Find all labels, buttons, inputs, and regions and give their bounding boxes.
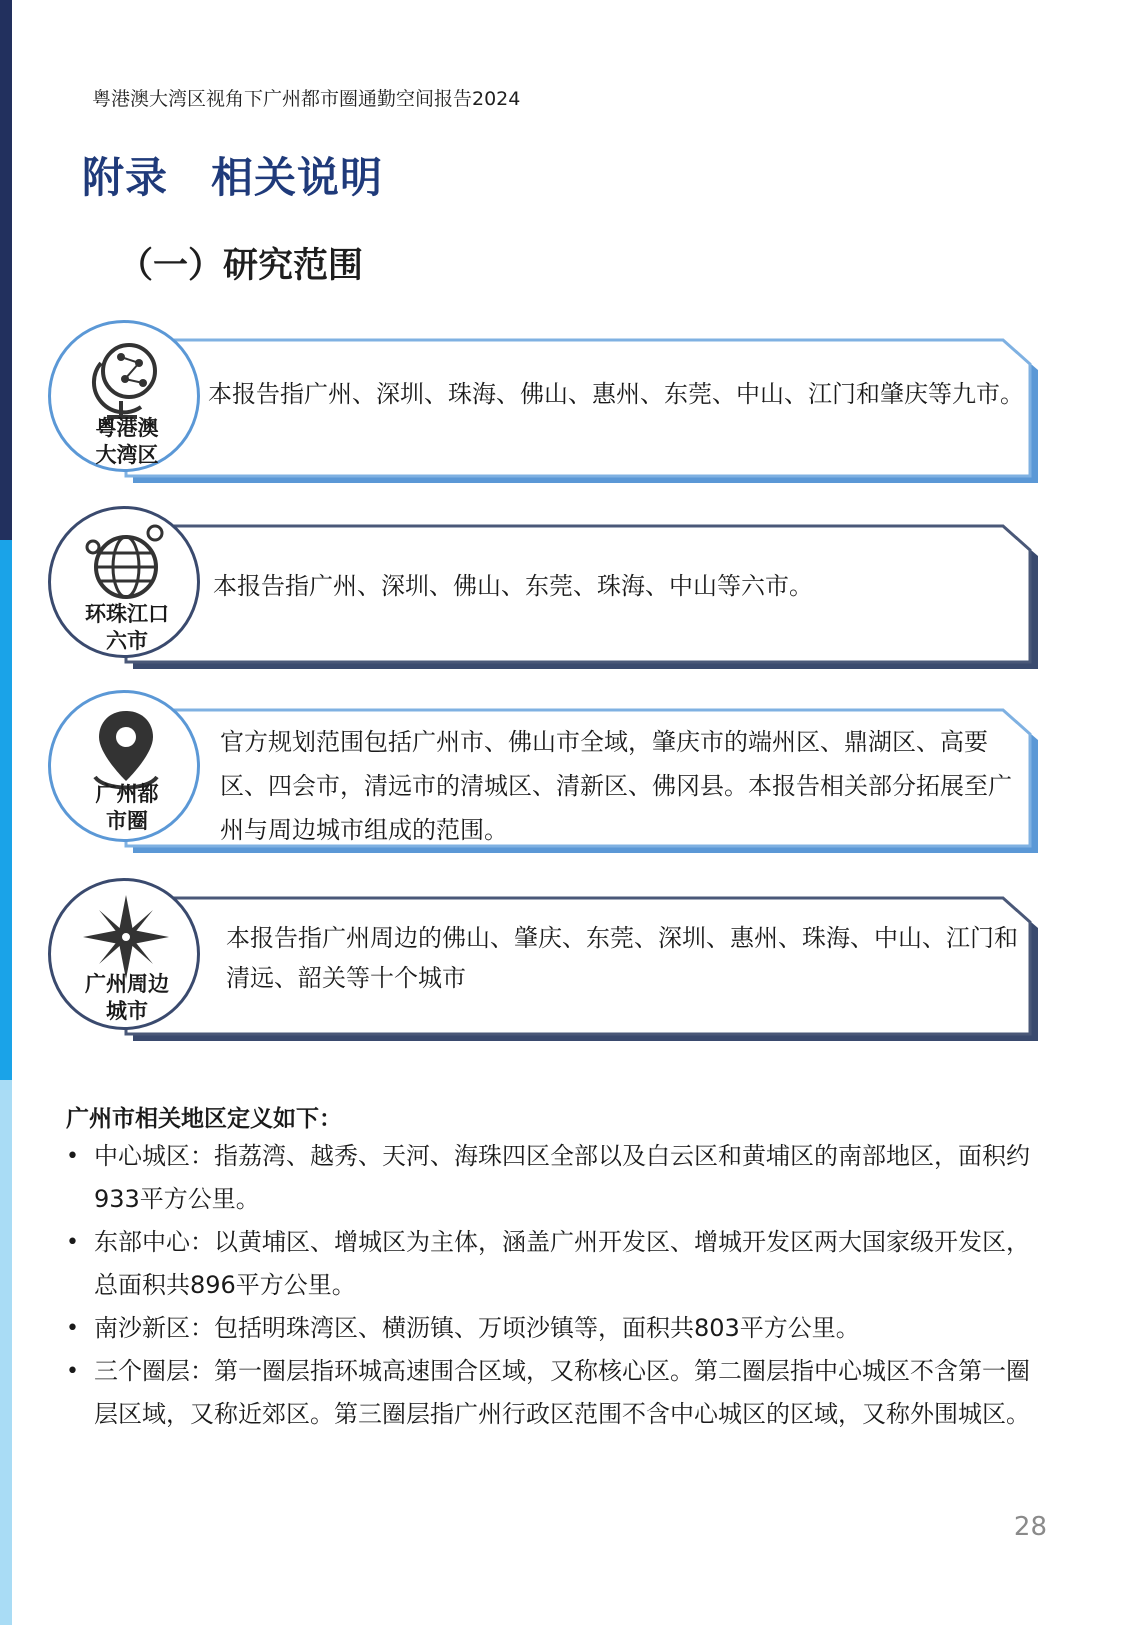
definitions-list bbox=[66, 1135, 1046, 1436]
list-item: • 东部中心：以黄埔区、增城区为主体，涵盖广州开发区、增城开发区两大国家级开发区，总面积共896平方公里。 bbox=[66, 1221, 1046, 1307]
badge-gba bbox=[48, 320, 200, 472]
badge-label: 广州都 市圈 bbox=[95, 782, 159, 833]
accent-bar-bottom bbox=[0, 1080, 12, 1625]
badge-surrounding bbox=[48, 878, 200, 1030]
scope-card-metro-area bbox=[48, 690, 1088, 860]
report-header: 粤港澳大湾区视角下广州都市圈通勤空间报告2024 bbox=[92, 88, 521, 110]
definitions-title: 广州市相关地区定义如下： bbox=[66, 1106, 342, 1132]
scope-description: 本报告指广州、深圳、佛山、东莞、珠海、中山等六市。 bbox=[213, 572, 813, 600]
badge-label: 广州周边 城市 bbox=[85, 972, 169, 1023]
badge-pearl-river bbox=[48, 506, 200, 658]
scope-card-gba bbox=[48, 320, 1088, 490]
accent-bar-middle bbox=[0, 540, 12, 1080]
badge-metro-area bbox=[48, 690, 200, 842]
page-number: 28 bbox=[1013, 1512, 1047, 1542]
accent-bar-top bbox=[0, 0, 12, 540]
globe-network-icon bbox=[81, 335, 171, 423]
scope-description: 本报告指广州周边的佛山、肇庆、东莞、深圳、惠州、珠海、中山、江门和清远、韶关等十个城市 bbox=[226, 924, 1018, 992]
scope-card-pearl-river bbox=[48, 506, 1088, 676]
scope-description: 本报告指广州、深圳、珠海、佛山、惠州、东莞、中山、江门和肇庆等九市。 bbox=[208, 380, 1024, 408]
badge-label: 环珠江口 六市 bbox=[85, 602, 169, 653]
section-title: （一）研究范围 bbox=[118, 246, 364, 286]
list-item: • 南沙新区：包括明珠湾区、横沥镇、万顷沙镇等，面积共803平方公里。 bbox=[66, 1307, 1046, 1350]
scope-card-surrounding bbox=[48, 878, 1088, 1048]
list-item: • 三个圈层：第一圈层指环城高速围合区域，又称核心区。第二圈层指中心城区不含第一圈层区域，又称近郊区。第三圈层指广州行政区范围不含中心城区的区域，又称外围城区。 bbox=[66, 1350, 1046, 1436]
scope-description: 官方规划范围包括广州市、佛山市全域，肇庆市的端州区、鼎湖区、高要区、四会市，清远市的清城区、清新区、佛冈县。本报告相关部分拓展至广州与周边城市组成的范围。 bbox=[220, 728, 1012, 844]
badge-label: 粤港澳 大湾区 bbox=[95, 416, 159, 467]
list-item: • 中心城区：指荔湾、越秀、天河、海珠四区全部以及白云区和黄埔区的南部地区，面积约933平方公里。 bbox=[66, 1135, 1046, 1221]
page-title: 附录 相关说明 bbox=[82, 153, 384, 202]
map-pin-icon bbox=[81, 705, 171, 793]
compass-icon bbox=[81, 893, 171, 981]
globe-pins-icon bbox=[81, 521, 171, 609]
